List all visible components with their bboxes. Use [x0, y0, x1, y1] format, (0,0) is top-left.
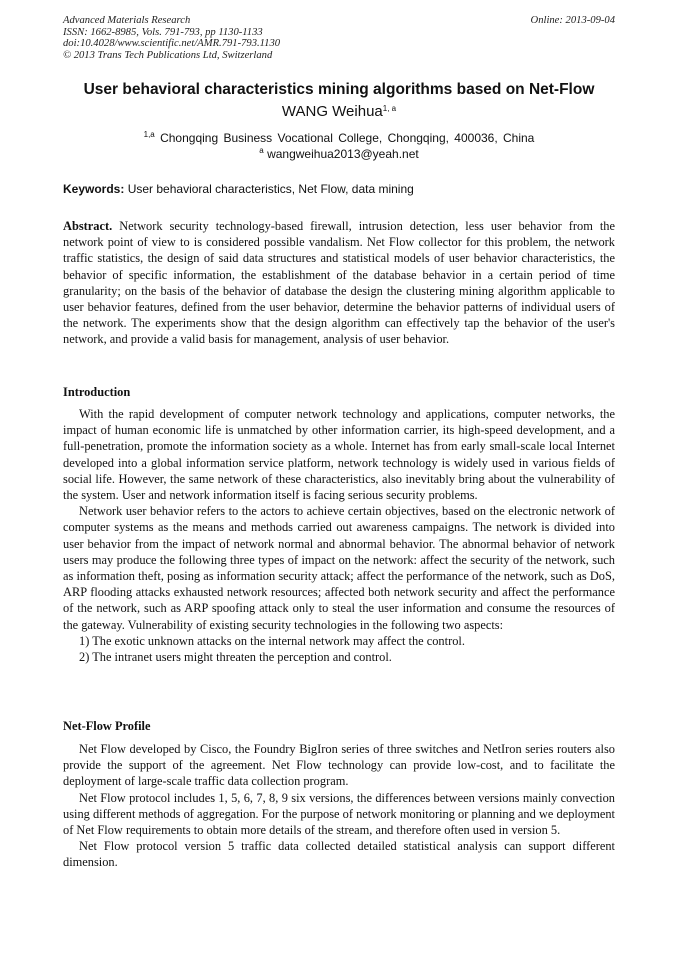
author-superscript: 1, a: [382, 104, 397, 113]
email-address: wangweihua2013@yeah.net: [267, 147, 419, 161]
email-superscript: a: [259, 146, 264, 155]
affiliation-text: Chongqing Business Vocational College, Chongqing, 400036, China: [160, 131, 535, 145]
paragraph: Net Flow protocol includes 1, 5, 6, 7, 8, 9 six versions, the differences between versions mainly convection using different methods of aggregation. For the purpose of network monitoring or planning and we deployment of Net Flow requirements to obtain more details of the stream, and therefore often used in version 5.: [63, 790, 615, 838]
netflow-heading: Net-Flow Profile: [63, 719, 151, 733]
netflow-section: [63, 741, 615, 871]
issn-line: ISSN: 1662-8985, Vols. 791-793, pp 1130-1133: [63, 26, 263, 38]
keywords-text: User behavioral characteristics, Net Flow, data mining: [127, 182, 414, 196]
abstract: [63, 218, 615, 348]
list-item: 2) The intranet users might threaten the perception and control.: [79, 650, 392, 665]
list-item: 1) The exotic unknown attacks on the internal network may affect the control.: [79, 633, 465, 648]
abstract-text: Network security technology-based firewall, intrusion detection, less user behavior from the network point of view to is considered possible vandalism. Net Flow collector for this problem, the network traffic statistics, the design of said data structures and statistical models of user behavior characteristics, the behavior of specific information, the establishment of the database behavior in a certain period of time granularity; on the basis of the behavior of database the design the clustering mining algorithm applicable to user behavior features, defined from the user behavior, determine the behavior patterns of individual users of the network. The experiments show that the design algorithm can effectively tap the behavior of the user's network, and provide a valid basis for management, analysis of user behavior.: [63, 219, 615, 347]
keywords-label: Keywords:: [63, 182, 125, 196]
introduction-heading: Introduction: [63, 385, 131, 399]
copyright-line: © 2013 Trans Tech Publications Ltd, Switzerland: [63, 49, 273, 61]
journal-name: Advanced Materials Research: [63, 15, 191, 26]
paragraph: Net Flow protocol version 5 traffic data collected detailed statistical analysis can support different dimension.: [63, 839, 615, 870]
author-line: [0, 102, 678, 122]
introduction-section: [63, 406, 615, 665]
abstract-label: Abstract.: [63, 219, 113, 233]
paper-title: User behavioral characteristics mining algorithms based on Net-Flow: [83, 81, 595, 98]
paragraph: With the rapid development of computer network technology and applications, computer networks, the impact of human economic life is unmatched by other information carrier, its high-speed development, and a full-penetration, promote the information society as a whole. Internet has from early small-scale local Internet developed into a global information service platform, network technology is widely used in various fields of social life. However, the same network of these characteristics, also inevitably bring about the vulnerability of the system. User and network information itself is facing serious security problems.: [63, 407, 615, 503]
publication-header: [63, 15, 615, 61]
paragraph: Network user behavior refers to the actors to achieve certain objectives, based on the electronic network of computer systems as the means and methods carried out awareness campaigns. The network is divided into user behavior from the impact of network normal and abnormal behavior. The abnormal behavior of network users may produce the following three types of impact on the network: affect the security of the network, such as information theft, posing as information security attack; affect the performance of the network, such as DoS, ARP flooding attacks exhausted network resources; affected both network security and affect the performance of the network, such as ARP spoofing attack only to steal the user information and consume the resources of the gateway. Vulnerability of existing security technologies in the following two aspects:: [63, 504, 615, 632]
doi-line: doi:10.4028/www.scientific.net/AMR.791-793.1130: [63, 38, 281, 50]
affiliation-line: [0, 130, 678, 146]
paragraph: Net Flow developed by Cisco, the Foundry BigIron series of three switches and NetIron series routers also provide the support of the agreement. Net Flow technology can provide low-cost, and to facilitate the deployment of large-scale traffic data collection program.: [63, 742, 615, 789]
author-name: WANG Weihua: [281, 103, 383, 120]
affiliation-superscript: 1,a: [143, 130, 155, 139]
email-line: [0, 146, 678, 162]
online-date: Online: 2013-09-04: [530, 15, 615, 26]
keywords: [63, 181, 615, 197]
